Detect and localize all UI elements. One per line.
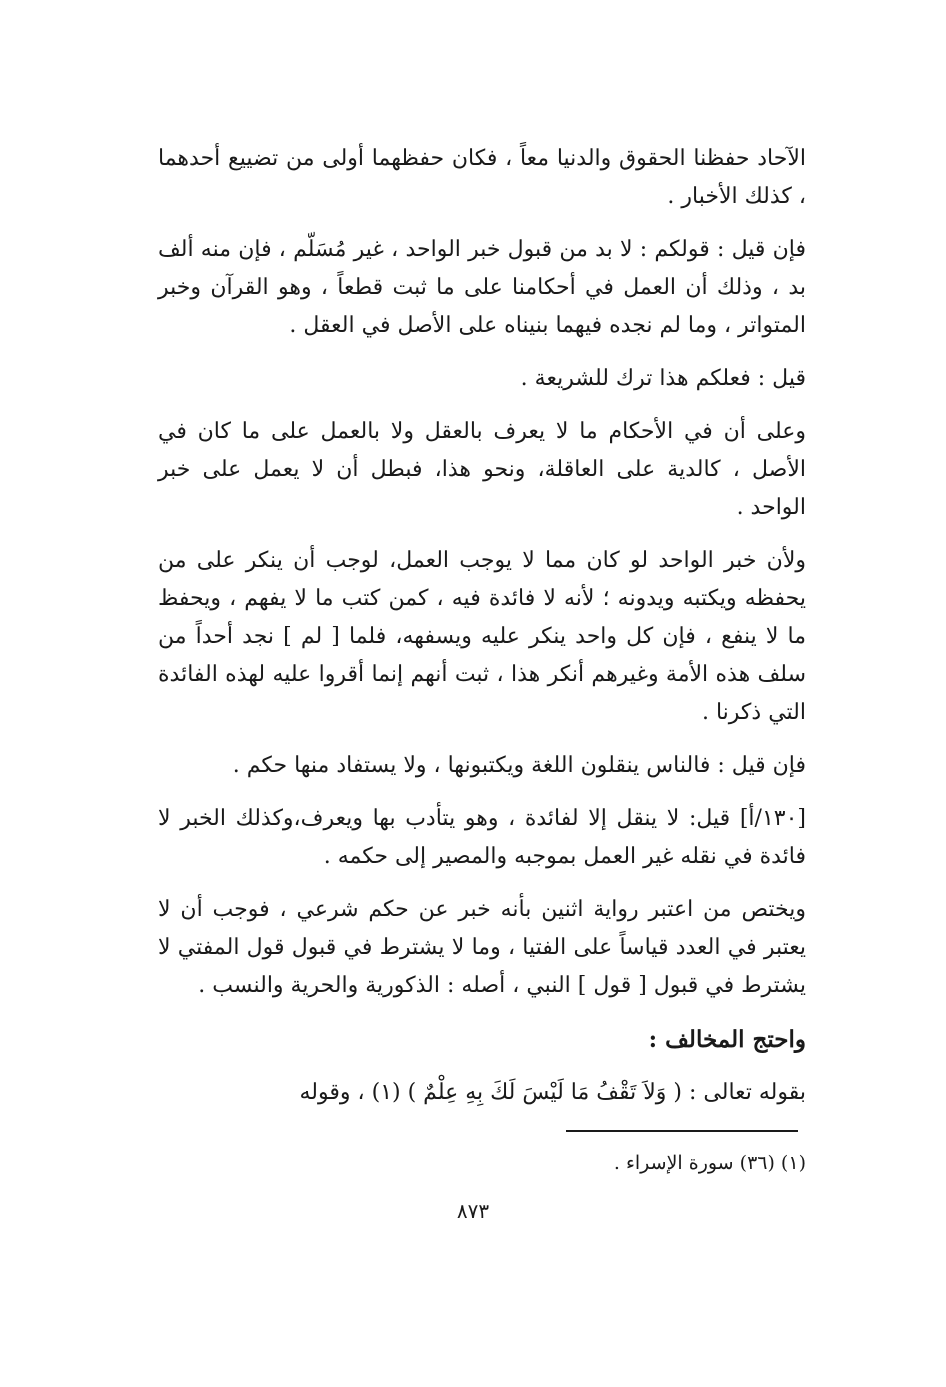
footnote: (١) (٣٦) سورة الإسراء .: [613, 1152, 806, 1174]
paragraph-4: وعلى أن في الأحكام ما لا يعرف بالعقل ولا بالعمل على ما كان في الأصل ، كالدية على العاقلة، ونحو هذا، فبطل أن لا يعمل على خبر الواحد .: [158, 419, 806, 520]
section-heading: واحتج المخالف :: [648, 1026, 806, 1053]
paragraph-2: فإن قيل : قولكم : لا بد من قبول خبر الواحد ، غير مُسَلّم ، فإن منه ألف بد ، وذلك أن العمل في أحكامنا على ما ثبت قطعاً ، وهو القرآن وخبر المتواتر ، وما لم نجده فيهما بنيناه على الأصل في العقل .: [158, 237, 806, 338]
page-body: [158, 140, 806, 1127]
paragraph-5: ولأن خبر الواحد لو كان مما لا يوجب العمل، لوجب أن ينكر على من يحفظه ويكتبه ويدونه ؛ لأنه لا فائدة فيه ، كمن كتب ما لا يفهم ، ويحفظ ما لا ينفع ، فإن كل واحد ينكر عليه ويسفهه، فلما [ لم ] نجد أحداً من سلف هذه الأمة وغيرهم أنكر هذا ، ثبت أنهم إنما أقروا عليه لهذه الفائدة التي ذكرنا .: [158, 548, 806, 725]
paragraph-1: الآحاد حفظنا الحقوق والدنيا معاً ، فكان حفظهما أولى من تضييع أحدهما ، كذلك الأخبار .: [158, 146, 806, 209]
paragraph-last: بقوله تعالى : ( وَلاَ تَقْفُ مَا لَيْسَ لَكَ بِهِ عِلْمٌ ) (١) ، وقوله: [299, 1080, 806, 1105]
paragraph-3: قيل : فعلكم هذا ترك للشريعة .: [520, 366, 806, 391]
paragraph-6: فإن قيل : فالناس ينقلون اللغة ويكتبونها ، ولا يستفاد منها حكم .: [232, 753, 806, 778]
paragraph-8: ويختص من اعتبر رواية اثنين بأنه خبر عن حكم شرعي ، فوجب أن لا يعتبر في العدد قياساً على الفتيا ، وما لا يشترط في قبول قول المفتي لا يشترط في قبول [ قول ] النبي ، أصله : الذكورية والحرية والنسب .: [158, 897, 806, 998]
page-number: ٨٧٣: [456, 1199, 490, 1223]
paragraph-7: [١٣٠/أ] قيل: لا ينقل إلا لفائدة ، وهو يتأدب بها ويعرف،وكذلك الخبر لا فائدة في نقله غير العمل بموجبه والمصير إلى حكمه .: [158, 806, 806, 869]
footnote-divider: [566, 1130, 798, 1132]
